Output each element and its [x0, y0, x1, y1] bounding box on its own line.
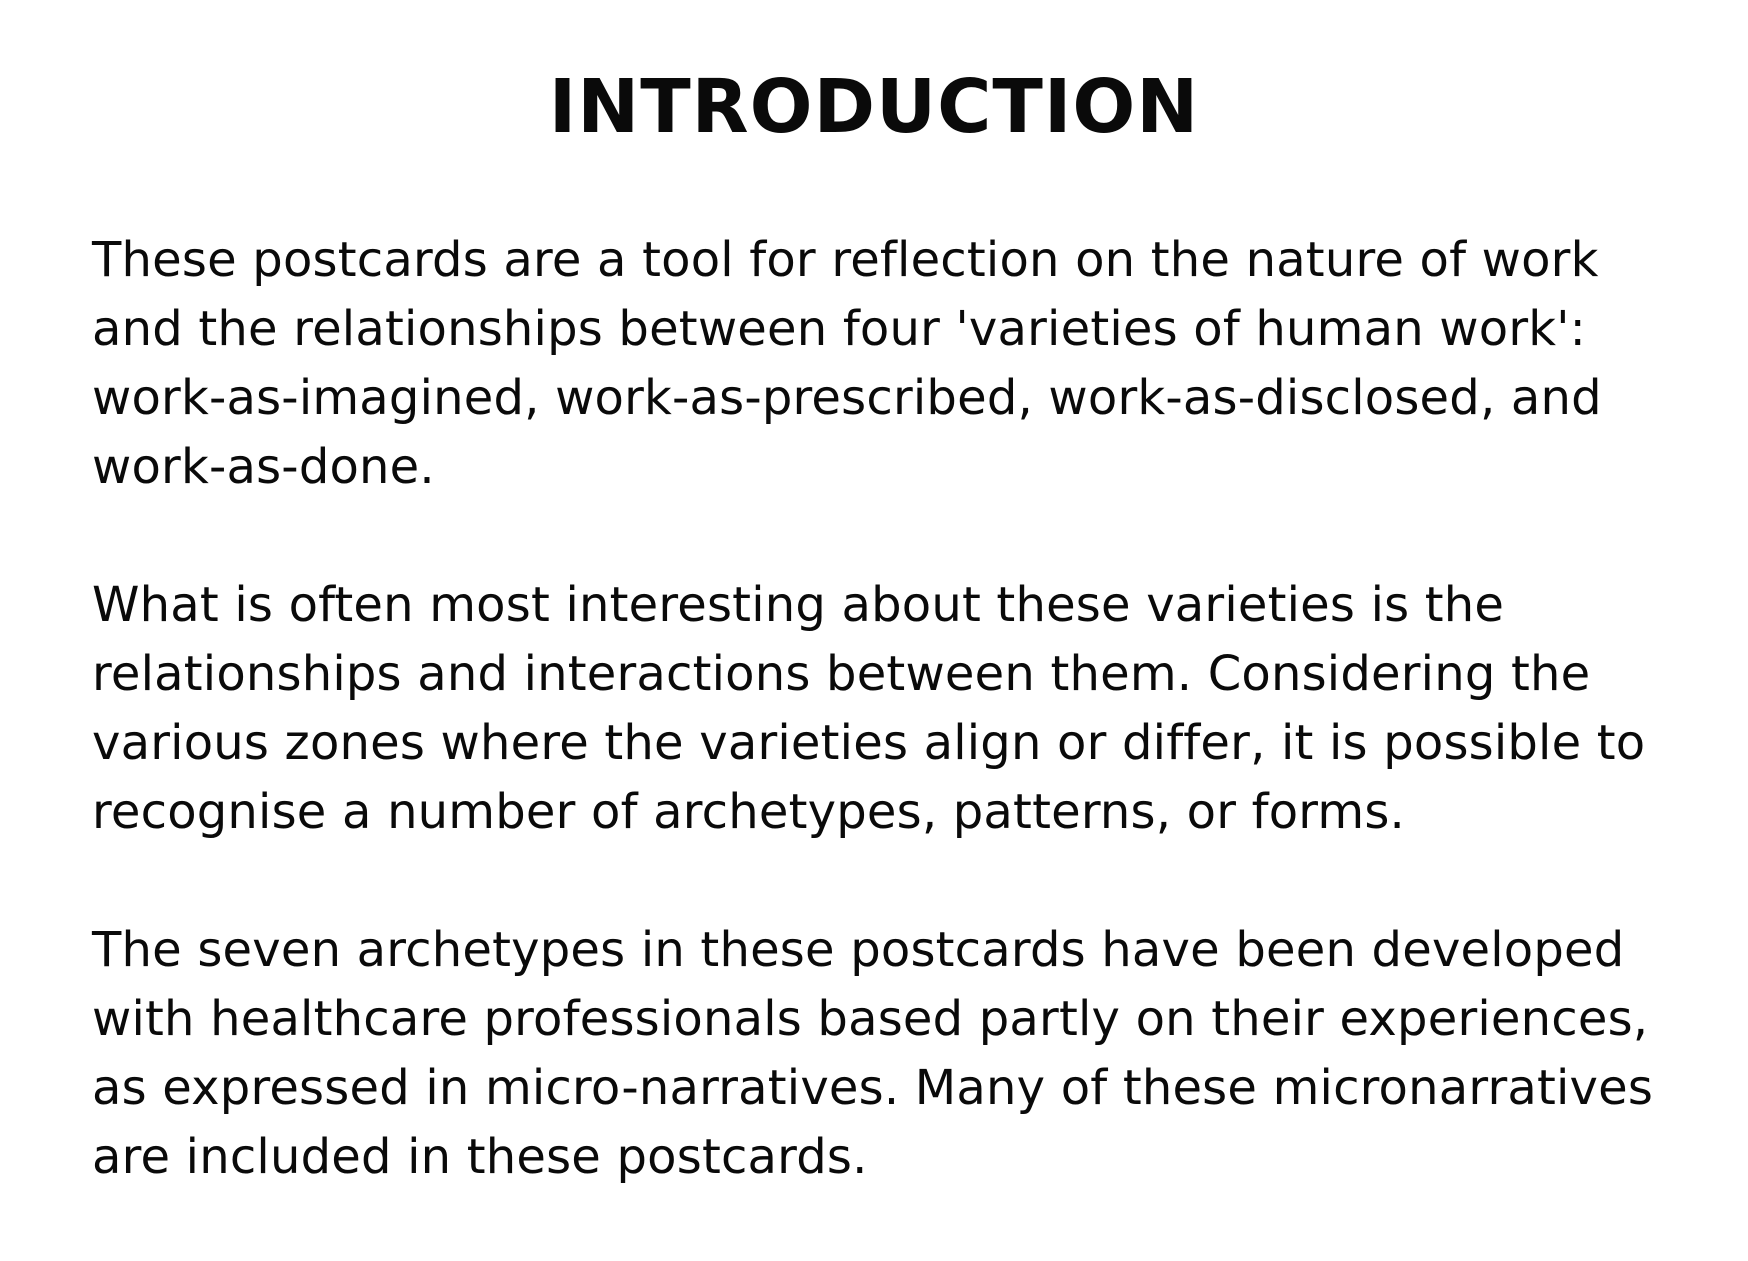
text-line: as expressed in micro-narratives. Many of these micronarratives [92, 1060, 1654, 1116]
paragraph-3 [92, 916, 1692, 1192]
paragraph-1 [92, 226, 1692, 502]
text-line: work-as-done. [92, 439, 435, 495]
text-line: work-as-imagined, work-as-prescribed, work-as-disclosed, and [92, 370, 1602, 426]
text-line: The seven archetypes in these postcards have been developed [92, 922, 1625, 978]
text-line: relationships and interactions between them. Considering the [92, 646, 1591, 702]
paragraph-2 [92, 571, 1692, 847]
text-line: various zones where the varieties align or differ, it is possible to [92, 715, 1646, 771]
text-line: recognise a number of archetypes, patterns, or forms. [92, 784, 1405, 840]
text-line: with healthcare professionals based partly on their experiences, [92, 991, 1649, 1047]
page-title: INTRODUCTION [548, 64, 1200, 150]
text-line: are included in these postcards. [92, 1129, 868, 1185]
text-line: What is often most interesting about these varieties is the [92, 577, 1505, 633]
introduction-body [92, 226, 1692, 1261]
text-line: and the relationships between four 'varieties of human work': [92, 301, 1587, 357]
text-line: These postcards are a tool for reflection on the nature of work [92, 232, 1599, 288]
